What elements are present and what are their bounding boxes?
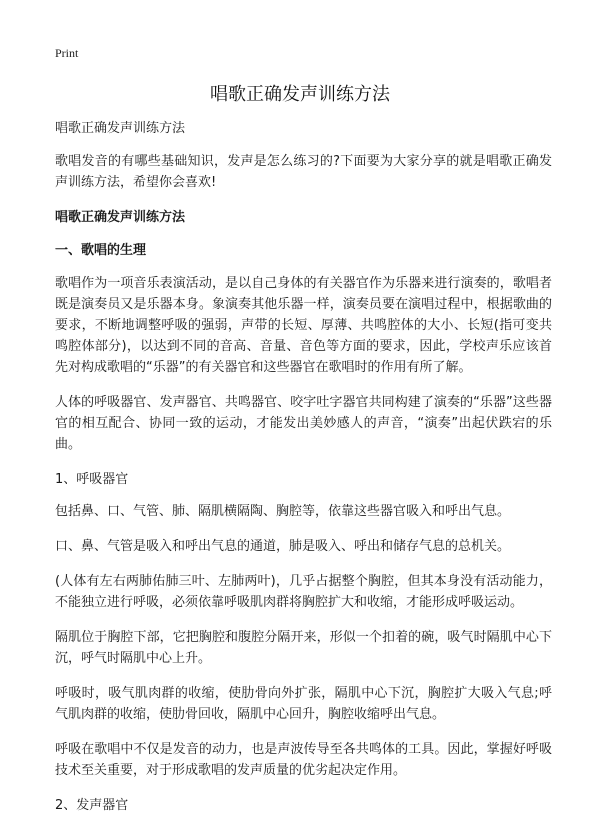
paragraph: 包括鼻、口、气管、肺、隔肌横隔陶、胸腔等，依靠这些器官吸入和呼出气息。 — [55, 504, 511, 519]
article-body — [55, 118, 552, 827]
paragraph: 呼吸在歌唱中不仅是发音的动力，也是声波传导至各共鸣体的工具。因此，掌握好呼吸技术至关重要，对于形成歌唱的发声质量的优劣起决定作用。 — [55, 742, 552, 778]
section-heading-physiology: 一、歌唱的生理 — [55, 243, 147, 258]
paragraph: 呼吸时，吸气肌肉群的收缩，使肋骨向外扩张，隔肌中心下沉，胸腔扩大吸入气息;呼气肌肉群的收缩，使肋骨回收，隔肌中心回升，胸腔收缩呼出气息。 — [55, 686, 552, 722]
print-label: Print — [55, 46, 79, 60]
page-title: 唱歌正确发声训练方法 — [210, 84, 390, 105]
sub-heading-vocal: 2、发声器官 — [55, 798, 129, 813]
intro-paragraph: 歌唱发音的有哪些基础知识，发声是怎么练习的?下面要为大家分享的就是唱歌正确发声训练方法，希望你会喜欢! — [55, 154, 552, 190]
paragraph: 人体的呼吸器官、发声器官、共鸣器官、咬字吐字器官共同构建了演奏的“乐器”这些器官的相互配合、协同一致的运动，才能发出美妙感人的声音，“演奏”出起伏跌宕的乐曲。 — [55, 395, 552, 452]
main-heading: 唱歌正确发声训练方法 — [55, 210, 186, 225]
sub-heading-respiratory: 1、呼吸器官 — [55, 472, 129, 487]
paragraph: 口、鼻、气管是吸入和呼出气息的通道，肺是吸入、呼出和储存气息的总机关。 — [55, 539, 511, 554]
article-subtitle: 唱歌正确发声训练方法 — [55, 121, 186, 136]
paragraph: 隔肌位于胸腔下部，它把胸腔和腹腔分隔开来，形似一个扣着的碗，吸气时隔肌中心下沉，呼气时隔肌中心上升。 — [55, 630, 552, 666]
paragraph: (人体有左右两肺佑肺三叶、左肺两叶)，几乎占据整个胸腔，但其本身没有活动能力，不能独立进行呼吸，必须依靠呼吸肌肉群将胸腔扩大和收缩，才能形成呼吸运动。 — [55, 574, 552, 610]
paragraph: 歌唱作为一项音乐表演活动，是以自己身体的有关器官作为乐器来进行演奏的，歌唱者既是演奏员又是乐器本身。象演奏其他乐器一样，演奏员要在演唱过程中，根据歌曲的要求，不断地调整呼吸的强弱，声带的长短、厚薄、共鸣腔体的大小、长短(指可变共鸣腔体部分)，以达到不同的音高、音量、音色等方面的要求，因此，学校声乐应该首先对构成歌唱的“乐器”的有关器官和这些器官在歌唱时的作用有所了解。 — [55, 276, 552, 375]
